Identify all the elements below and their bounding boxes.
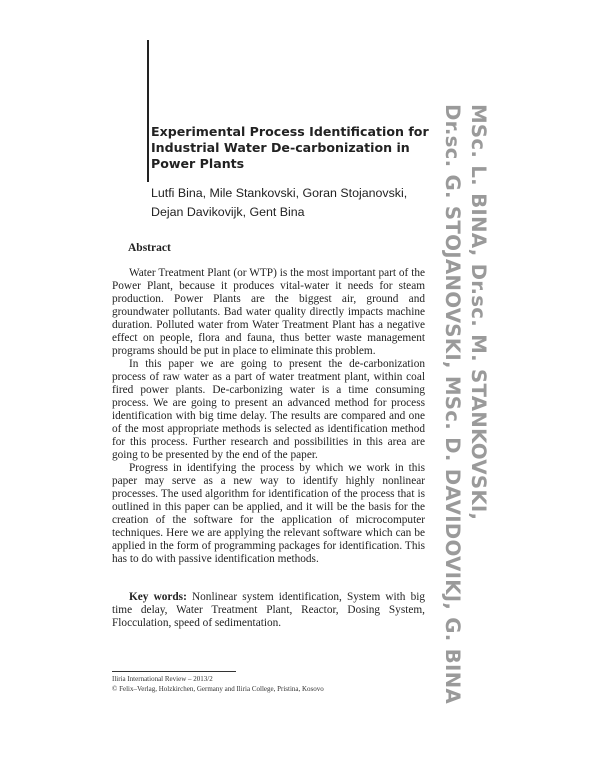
title-accent-line bbox=[147, 40, 149, 182]
side-banner-line-1: MSc. L. BINA, Dr.sc. M. STANKOVSKI, bbox=[467, 104, 490, 521]
keywords-label: Key words: bbox=[129, 591, 187, 603]
abstract-paragraph-1: Water Treatment Plant (or WTP) is the most important part of the Power Plant, because it produces vital-water it needs for steam production. Power Plants are the biggest air, ground and groundwater pollutants. Bad water quality directly impacts machine duration. Polluted water from Water Treatment Plant has a negative effect on people, flora and fauna, thus better waste management programs should be put in place to eliminate this problem. bbox=[112, 267, 425, 357]
footer-rule bbox=[112, 671, 236, 672]
abstract-paragraph-3: Progress in identifying the process by which we work in this paper may serve as a new way to identify highly nonlinear processes. The used algorithm for identification of the process that is outlined in this paper can be applied, and it will be the basis for the creation of the software for the application of microcomputer techniques. Here we are applying the relevant software which can be applied in the form of programming packages for identification. This has to do with passive identification methods. bbox=[112, 462, 425, 565]
authors-line-2: Dejan Davikovijk, Gent Bina bbox=[151, 204, 305, 219]
abstract-body bbox=[112, 267, 425, 566]
authors-line-1: Lutfi Bina, Mile Stankovski, Goran Stojanovski, bbox=[151, 186, 408, 200]
footer-journal: Iliria International Review – 2013/2 bbox=[112, 675, 213, 683]
abstract-paragraph-2: In this paper we are going to present the de-carbonization process of raw water as a part of water treatment plant, within coal fired power plants. De-carbonizing water is a time consuming process. We are going to present an advanced method for process identification with big time delay. The results are compared and one of the most appropriate methods is selected as identification method for this process. Further research and possibilities in this area are going to be presented by the end of the paper. bbox=[112, 358, 425, 461]
paper-title: Experimental Process Identification for Industrial Water De-carbonization in Power Plants bbox=[151, 124, 429, 171]
footer bbox=[112, 674, 442, 694]
side-author-banner bbox=[441, 104, 492, 704]
keywords-text: Nonlinear system identification, System with big time delay, Water Treatment Plant, Reactor, Dosing System, Flocculation, speed of sedimentation. bbox=[112, 591, 426, 629]
author-list bbox=[151, 184, 451, 221]
abstract-heading: Abstract bbox=[128, 242, 171, 254]
footer-copyright: © Felix–Verlag, Holzkirchen, Germany and Iliria College, Pristina, Kosovo bbox=[112, 685, 324, 693]
keywords-block bbox=[112, 591, 425, 630]
side-banner-line-2: Dr.sc. G. STOJANOVSKI, MSc. D. DAVIDOVIKJ, G. BINA bbox=[441, 104, 464, 704]
